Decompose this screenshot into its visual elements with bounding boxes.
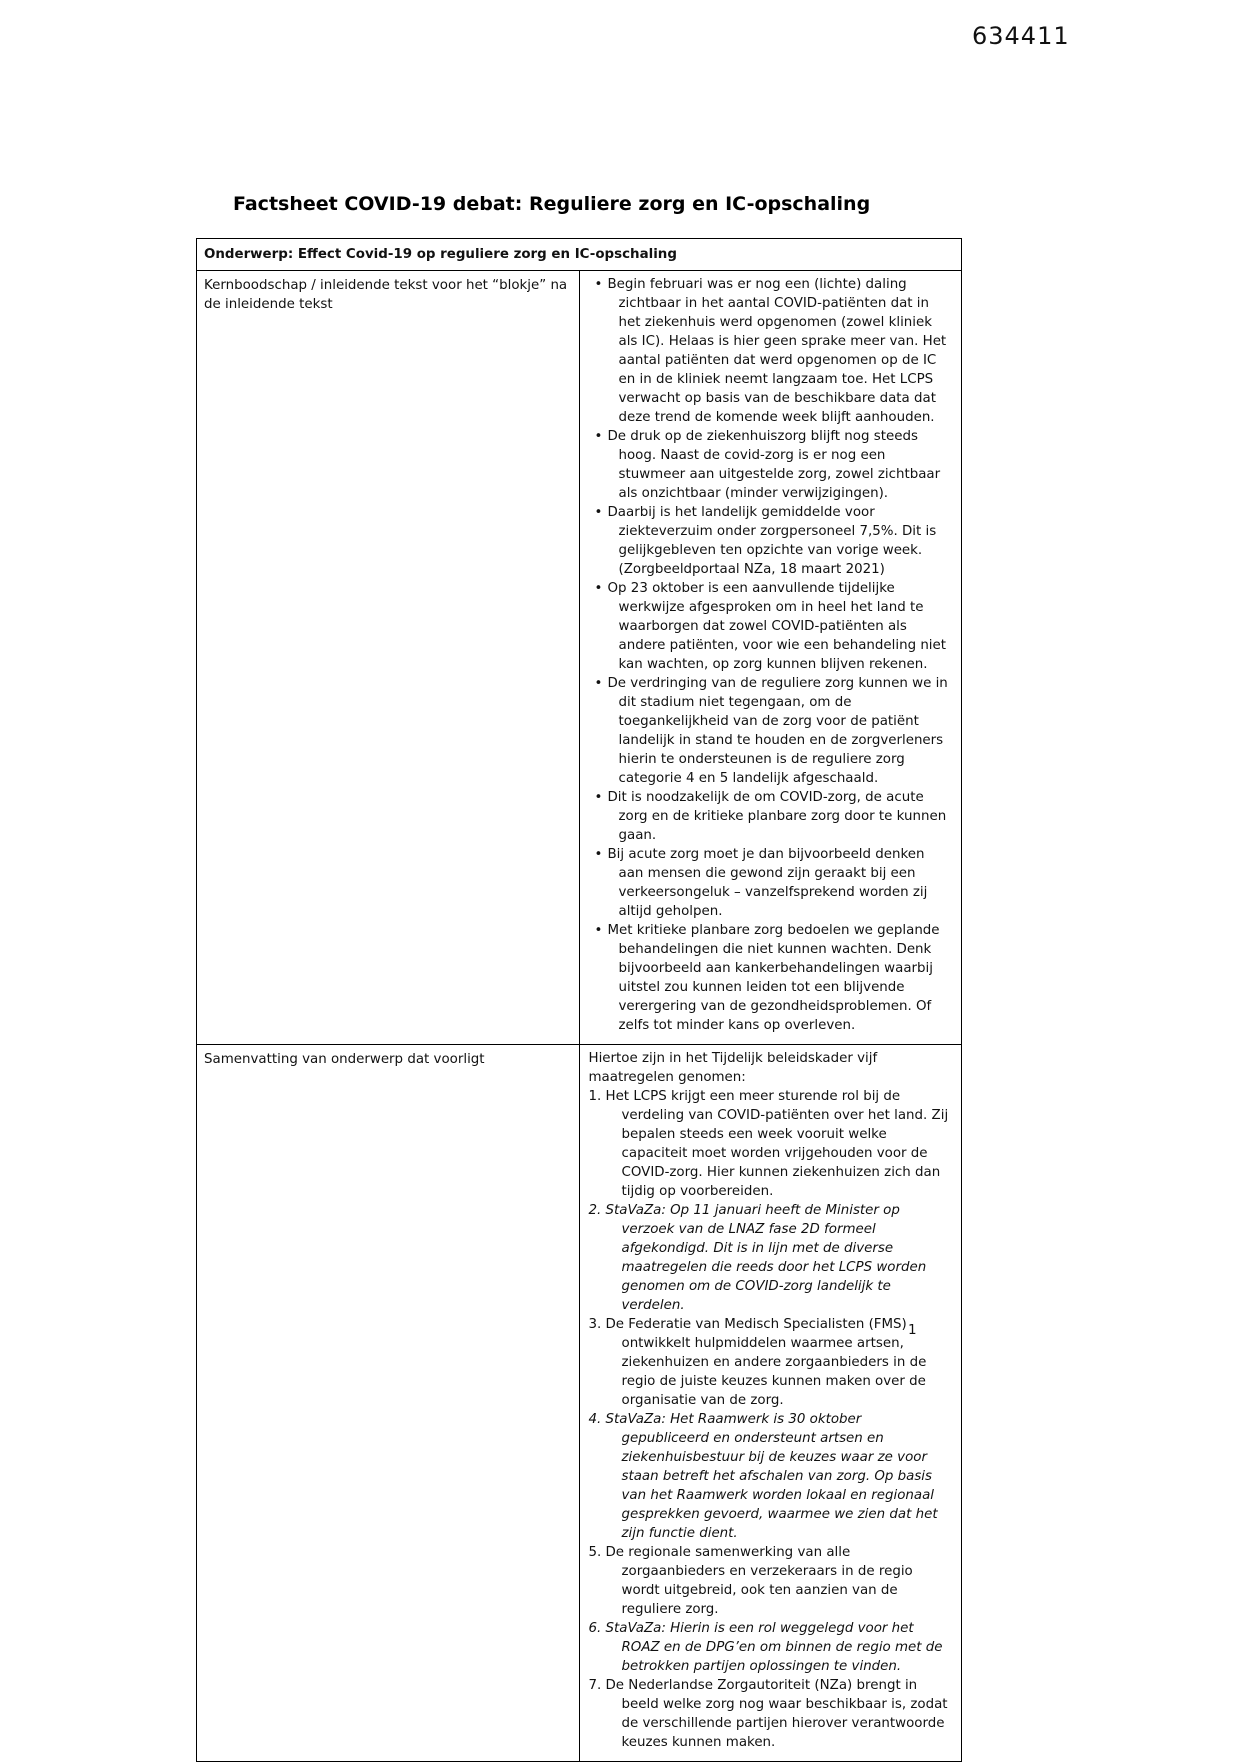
bullet-item: • Begin februari was er nog een (lichte) daling zichtbaar in het aantal COVID-patiënten dat in het ziekenhuis werd opgenomen (zowel kliniek als IC). Helaas is hier geen sprake meer van. Het aantal patiënten dat werd opgenomen op de IC en in de kliniek neemt langzaam toe. Het LCPS verwacht op basis van de beschikbare data dat deze trend de komende week blijft aanhouden.	[589, 275, 952, 427]
table-row-kernboodschap	[197, 271, 962, 1045]
factsheet-table	[196, 238, 962, 1762]
table-row-samenvatting	[197, 1045, 962, 1762]
item-number: 2.	[588, 1203, 602, 1218]
table-header: Onderwerp: Effect Covid-19 op reguliere zorg en IC-opschaling	[197, 239, 962, 271]
item-text: StaVaZa: Hierin is een rol weggelegd voor het ROAZ en de DPG’en om binnen de regio met de betrokken partijen oplossingen te vinden.	[605, 1621, 943, 1674]
item-text: Het LCPS krijgt een meer sturende rol bij de verdeling van COVID-patiënten over het land. Zij bepalen steeds een week vooruit welke capaciteit moet worden vrijgehouden voor de COVID-zorg. Hier kunnen ziekenhuizen zich dan tijdig op voorbereiden.	[605, 1089, 949, 1199]
item-number: 4.	[588, 1412, 602, 1427]
numbered-item	[589, 1315, 952, 1410]
item-text: De Federatie van Medisch Specialisten (FMS) ontwikkelt hulpmiddelen waarmee artsen, ziekenhuizen en andere zorgaanbieders in de regio de juiste keuzes kunnen maken over de organisatie van de zorg.	[605, 1317, 927, 1408]
bullet-item: • Met kritieke planbare zorg bedoelen we geplande behandelingen die niet kunnen wachten. Denk bijvoorbeeld aan kankerbehandelingen waarbij uitstel zou kunnen leiden tot een blijvende verergering van de gezondheidsproblemen. Of zelfs tot minder kans op overleven.	[589, 921, 952, 1035]
numbered-item	[589, 1676, 952, 1752]
item-text: De Nederlandse Zorgautoriteit (NZa) brengt in beeld welke zorg nog waar beschikbaar is, zodat de verschillende partijen hierover verantwoorde keuzes kunnen maken.	[605, 1678, 948, 1750]
bullet-item: • De druk op de ziekenhuiszorg blijft nog steeds hoog. Naast de covid-zorg is er nog een stuwmeer aan uitgestelde zorg, zowel zichtbaar als onzichtbaar (minder verwijzigingen).	[589, 427, 952, 503]
item-number: 1.	[588, 1089, 602, 1104]
item-text: StaVaZa: Op 11 januari heeft de Minister op verzoek van de LNAZ fase 2D formeel afgekondigd. Dit is in lijn met de diverse maatregelen die reeds door het LCPS worden genomen om de COVID-zorg landelijk te verdelen.	[605, 1203, 927, 1313]
numbered-item	[589, 1543, 952, 1619]
item-number: 7.	[588, 1678, 602, 1693]
item-text: StaVaZa: Het Raamwerk is 30 oktober gepubliceerd en ondersteunt artsen en ziekenhuisbestuur bij de keuzes waar ze voor staan betreft het afschalen van zorg. Op basis van het Raamwerk worden lokaal en regionaal gesprekken gevoerd, waarmee we zien dat het zijn functie dient.	[605, 1412, 938, 1541]
bullet-list	[589, 275, 952, 1035]
row-content-samenvatting	[579, 1045, 962, 1762]
item-number: 3.	[588, 1317, 602, 1332]
doc-number: 634411	[972, 22, 1070, 50]
item-text: De regionale samenwerking van alle zorgaanbieders en verzekeraars in de regio wordt uitgebreid, ook ten aanzien van de reguliere zorg.	[605, 1545, 913, 1617]
table-header-row	[197, 239, 962, 271]
summary-intro: Hiertoe zijn in het Tijdelijk beleidskader vijf maatregelen genomen:	[588, 1051, 878, 1085]
row-label-kernboodschap: Kernboodschap / inleidende tekst voor het “blokje” na de inleidende tekst	[197, 271, 580, 1045]
item-number: 5.	[588, 1545, 602, 1560]
bullet-item: • Dit is noodzakelijk de om COVID-zorg, de acute zorg en de kritieke planbare zorg door te kunnen gaan.	[589, 788, 952, 845]
page-number: 1	[908, 1322, 917, 1338]
item-number: 6.	[588, 1621, 602, 1636]
numbered-item	[589, 1201, 952, 1315]
row-label-samenvatting: Samenvatting van onderwerp dat voorligt	[197, 1045, 580, 1762]
bullet-item: • Bij acute zorg moet je dan bijvoorbeeld denken aan mensen die gewond zijn geraakt bij een verkeersongeluk – vanzelfsprekend worden zij altijd geholpen.	[589, 845, 952, 921]
numbered-item	[589, 1410, 952, 1543]
bullet-item: • Op 23 oktober is een aanvullende tijdelijke werkwijze afgesproken om in heel het land te waarborgen dat zowel COVID-patiënten als andere patiënten, voor wie een behandeling niet kan wachten, op zorg kunnen blijven rekenen.	[589, 579, 952, 674]
numbered-item	[589, 1087, 952, 1201]
bullet-item: • Daarbij is het landelijk gemiddelde voor ziekteverzuim onder zorgpersoneel 7,5%. Dit is gelijkgebleven ten opzichte van vorige week. (Zorgbeeldportaal NZa, 18 maart 2021)	[589, 503, 952, 579]
numbered-item	[589, 1619, 952, 1676]
page-title: Factsheet COVID-19 debat: Reguliere zorg en IC-opschaling	[233, 193, 871, 215]
bullet-item: • De verdringing van de reguliere zorg kunnen we in dit stadium niet tegengaan, om de toegankelijkheid van de zorg voor de patiënt landelijk in stand te houden en de zorgverleners hierin te ondersteunen is de reguliere zorg categorie 4 en 5 landelijk afgeschaald.	[589, 674, 952, 788]
row-content-kernboodschap	[579, 271, 962, 1045]
